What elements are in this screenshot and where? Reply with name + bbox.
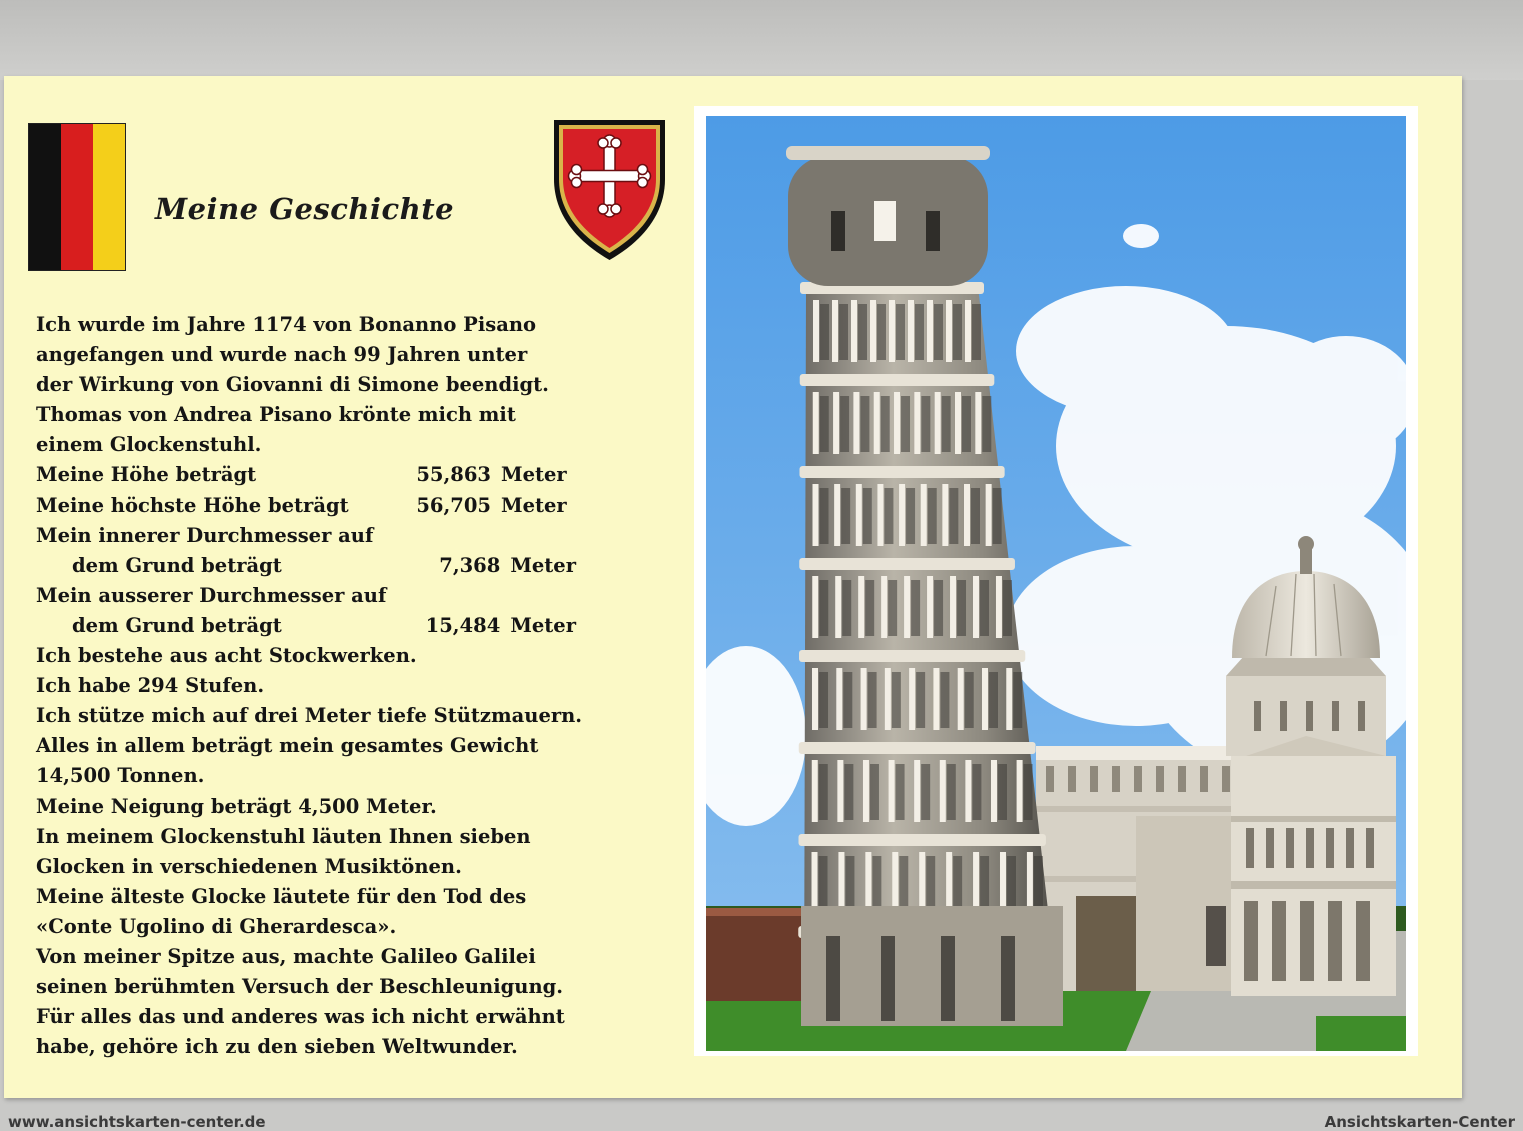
tower-arch-shadow — [972, 304, 981, 360]
tower-arch-shadow — [980, 580, 989, 636]
tower-arch-shadow — [819, 672, 828, 728]
tower-column — [958, 668, 964, 730]
tower-arch-shadow — [845, 856, 854, 912]
tower-arch-shadow — [896, 764, 905, 820]
tower-arch-shadow — [820, 488, 829, 544]
tower-arch-shadow — [868, 672, 877, 728]
tower-arch-shadow — [863, 488, 872, 544]
belfry-arch — [926, 211, 940, 251]
measurement-row — [36, 491, 576, 521]
tower-arch-shadow — [820, 304, 829, 360]
measurement-unit: Meter — [510, 553, 576, 577]
story-line: Meine Neigung beträgt 4,500 Meter. — [36, 794, 437, 818]
tower-arch-shadow — [884, 488, 893, 544]
tower-arch-shadow — [940, 672, 949, 728]
measurement-row — [36, 551, 576, 581]
tower-column — [835, 576, 841, 638]
tower-column — [836, 668, 842, 730]
tower-column — [964, 484, 970, 546]
tower-arch-shadow — [993, 488, 1002, 544]
tower-story-text — [36, 310, 583, 1062]
tower-arch-shadow — [906, 488, 915, 544]
tower-column — [861, 668, 867, 730]
pisa-coat-of-arms-icon — [551, 117, 668, 263]
belfry-arch — [831, 211, 845, 251]
tower-gallery-ledge — [800, 374, 995, 386]
tower-arch-shadow — [896, 304, 905, 360]
tower-column — [889, 300, 895, 362]
left-building — [706, 911, 801, 1001]
measurement-value: 7,368 — [439, 553, 501, 577]
belfry-rim — [786, 146, 990, 160]
tower-column — [991, 760, 997, 822]
tower-column — [1017, 760, 1023, 822]
tower-column — [813, 392, 819, 454]
tower-column — [919, 852, 925, 914]
story-line: «Conte Ugolino di Gherardesca». — [36, 914, 397, 938]
german-flag-icon — [28, 123, 126, 271]
tower-column — [933, 668, 939, 730]
tower-arch-shadow — [1034, 856, 1043, 912]
measurement-unit: Meter — [501, 463, 567, 487]
tower-arch-shadow — [949, 488, 958, 544]
tower-arch-shadow — [915, 304, 924, 360]
tower-column — [996, 576, 1002, 638]
story-line: In meinem Glockenstuhl läuten Ihnen sieben — [36, 824, 531, 848]
story-line: 14,500 Tonnen. — [36, 764, 205, 788]
tower-arch-shadow — [980, 856, 989, 912]
story-line: Meine älteste Glocke läutete für den Tod des — [36, 884, 527, 908]
tower-arch-shadow — [819, 856, 828, 912]
measurement-row — [36, 460, 576, 490]
tower-arch-shadow — [934, 304, 943, 360]
tower-column — [942, 484, 948, 546]
tower-arch-shadow — [982, 396, 991, 452]
tower-column — [935, 392, 941, 454]
tower-base-arch — [1001, 936, 1015, 1021]
tower-column — [813, 484, 819, 546]
tower-column — [812, 668, 818, 730]
measurement-label: dem Grund beträgt — [72, 553, 282, 577]
flag-stripe-gold — [93, 124, 125, 270]
tower-arch-shadow — [839, 304, 848, 360]
tower-arch-shadow — [957, 580, 966, 636]
measurement-label: dem Grund beträgt — [72, 613, 282, 637]
tower-column — [909, 668, 915, 730]
tower-arch-shadow — [1007, 856, 1016, 912]
tower-arch-shadow — [953, 856, 962, 912]
tower-arch-shadow — [972, 764, 981, 820]
tower-gallery-ledge — [799, 558, 1015, 570]
tower-column — [914, 392, 920, 454]
tower-arch-shadow — [916, 672, 925, 728]
leaning-tower-of-pisa-photo — [706, 116, 1406, 1051]
tower-arch-shadow — [1003, 580, 1012, 636]
tower-gallery-ledge — [799, 834, 1046, 846]
tower-column — [856, 484, 862, 546]
measurement-value: 55,863 — [416, 463, 491, 487]
tower-column — [863, 760, 869, 822]
tower-arch-shadow — [819, 580, 828, 636]
tower-arch-shadow — [844, 764, 853, 820]
tower-arch-shadow — [953, 304, 962, 360]
tower-column — [833, 392, 839, 454]
story-line: Glocken in verschiedenen Musiktönen. — [36, 854, 462, 878]
tower-column — [1006, 668, 1012, 730]
lawn-right — [1316, 1016, 1406, 1051]
tower-arch-shadow — [877, 304, 886, 360]
tower-column — [921, 484, 927, 546]
story-line: Ich wurde im Jahre 1174 von Bonanno Pisano — [36, 313, 537, 336]
tower-column — [986, 484, 992, 546]
tower-column — [955, 392, 961, 454]
tower-arch-shadow — [921, 764, 930, 820]
story-line: seinen berühmten Versuch der Beschleunigung. — [36, 975, 564, 999]
story-line: Alles in allem beträgt mein gesamtes Gewicht — [36, 734, 539, 758]
watermark-brand: Ansichtskarten-Center — [1324, 1113, 1515, 1131]
tower-arch-shadow — [865, 580, 874, 636]
story-line: habe, gehöre ich zu den sieben Weltwunder. — [36, 1035, 518, 1059]
tower-column — [965, 300, 971, 362]
tower-arch-shadow — [962, 396, 971, 452]
flag-stripe-red — [61, 124, 93, 270]
tower-column — [865, 852, 871, 914]
tower-column — [973, 852, 979, 914]
tower-arch-shadow — [842, 580, 851, 636]
measurement-label: Meine Höhe beträgt — [36, 463, 257, 487]
tower-column — [870, 300, 876, 362]
tower-arch-shadow — [921, 396, 930, 452]
story-line: Ich bestehe aus acht Stockwerken. — [36, 644, 417, 668]
tower-arch-shadow — [899, 856, 908, 912]
transept-window — [1206, 906, 1226, 966]
story-line: der Wirkung von Giovanni di Simone beendigt. — [36, 373, 549, 397]
story-line: Ich stütze mich auf drei Meter tiefe Stützmauern. — [36, 704, 583, 728]
tower-column — [853, 392, 859, 454]
tower-column — [812, 576, 818, 638]
tower-column — [877, 484, 883, 546]
belfry-opening — [874, 201, 896, 241]
tower-column — [889, 760, 895, 822]
tower-column — [927, 576, 933, 638]
tower-column — [982, 668, 988, 730]
measurement-unit: Meter — [510, 613, 576, 637]
tower-column — [812, 760, 818, 822]
photo-frame — [694, 106, 1418, 1056]
tower-column — [975, 392, 981, 454]
tower-column — [885, 668, 891, 730]
tower-column — [904, 576, 910, 638]
tower-column — [899, 484, 905, 546]
tower-column — [927, 300, 933, 362]
tower-column — [832, 300, 838, 362]
tower-column — [837, 760, 843, 822]
tower-arch-shadow — [1024, 764, 1033, 820]
tower-column — [1027, 852, 1033, 914]
scan-background — [0, 0, 1523, 80]
tower-arch-shadow — [901, 396, 910, 452]
tower-arch-shadow — [881, 396, 890, 452]
tower-arch-shadow — [928, 488, 937, 544]
measurement-row — [36, 611, 576, 641]
tower-column — [838, 852, 844, 914]
tower-arch-shadow — [872, 856, 881, 912]
tower-column — [946, 852, 952, 914]
flag-stripe-black — [29, 124, 61, 270]
tower-base-arch — [881, 936, 895, 1021]
tower-arch-shadow — [860, 396, 869, 452]
tower-column — [950, 576, 956, 638]
tower-column — [1000, 852, 1006, 914]
tower-column — [858, 576, 864, 638]
tower-base-arch — [941, 936, 955, 1021]
tower-arch-shadow — [858, 304, 867, 360]
tower-column — [914, 760, 920, 822]
tower-column — [908, 300, 914, 362]
tower-arch-shadow — [843, 672, 852, 728]
tower-arch-shadow — [911, 580, 920, 636]
tower-arch-shadow — [820, 396, 829, 452]
tower-column — [812, 852, 818, 914]
tower-column — [881, 576, 887, 638]
story-line: Für alles das und anderes was ich nicht erwähnt — [36, 1005, 565, 1029]
tower-arch-shadow — [1013, 672, 1022, 728]
tower-gallery-ledge — [800, 466, 1005, 478]
story-line: angefangen und wurde nach 99 Jahren unter — [36, 343, 528, 367]
story-line: Ich habe 294 Stufen. — [36, 674, 265, 698]
tower-column — [973, 576, 979, 638]
tower-arch-shadow — [934, 580, 943, 636]
tower-base-arch — [826, 936, 840, 1021]
tower-arch-shadow — [840, 396, 849, 452]
story-line: Mein innerer Durchmesser auf — [36, 523, 374, 547]
tower-base — [801, 906, 1063, 1026]
tower-arch-shadow — [926, 856, 935, 912]
measurement-value: 15,484 — [425, 613, 501, 637]
tower-arch-shadow — [888, 580, 897, 636]
measurement-value: 56,705 — [416, 493, 491, 517]
measurement-unit: Meter — [501, 493, 567, 517]
tower-arch-shadow — [989, 672, 998, 728]
story-line: einem Glockenstuhl. — [36, 433, 262, 457]
watermark-url: www.ansichtskarten-center.de — [8, 1113, 266, 1131]
tower-arch-shadow — [971, 488, 980, 544]
tower-arch-shadow — [942, 396, 951, 452]
tower-column — [834, 484, 840, 546]
tower-column — [874, 392, 880, 454]
tower-column — [965, 760, 971, 822]
tower-arch-shadow — [819, 764, 828, 820]
story-line: Mein ausserer Durchmesser auf — [36, 583, 387, 607]
measurement-label: Meine höchste Höhe beträgt — [36, 493, 349, 517]
story-line: Thomas von Andrea Pisano krönte mich mit — [36, 403, 516, 427]
tower-column — [813, 300, 819, 362]
story-line: Von meiner Spitze aus, machte Galileo Galilei — [36, 944, 536, 968]
tower-arch-shadow — [870, 764, 879, 820]
tower-gallery-ledge — [799, 650, 1025, 662]
tower-arch-shadow — [998, 764, 1007, 820]
tower-column — [892, 852, 898, 914]
tower-column — [894, 392, 900, 454]
tower-gallery-ledge — [799, 742, 1036, 754]
tower-arch-shadow — [947, 764, 956, 820]
tower-arch-shadow — [841, 488, 850, 544]
tower-arch-shadow — [892, 672, 901, 728]
card-title: Meine Geschichte — [155, 192, 455, 226]
tower-column — [946, 300, 952, 362]
tower-arch-shadow — [965, 672, 974, 728]
tower-column — [851, 300, 857, 362]
tower-column — [940, 760, 946, 822]
cathedral-portal — [1076, 896, 1136, 991]
